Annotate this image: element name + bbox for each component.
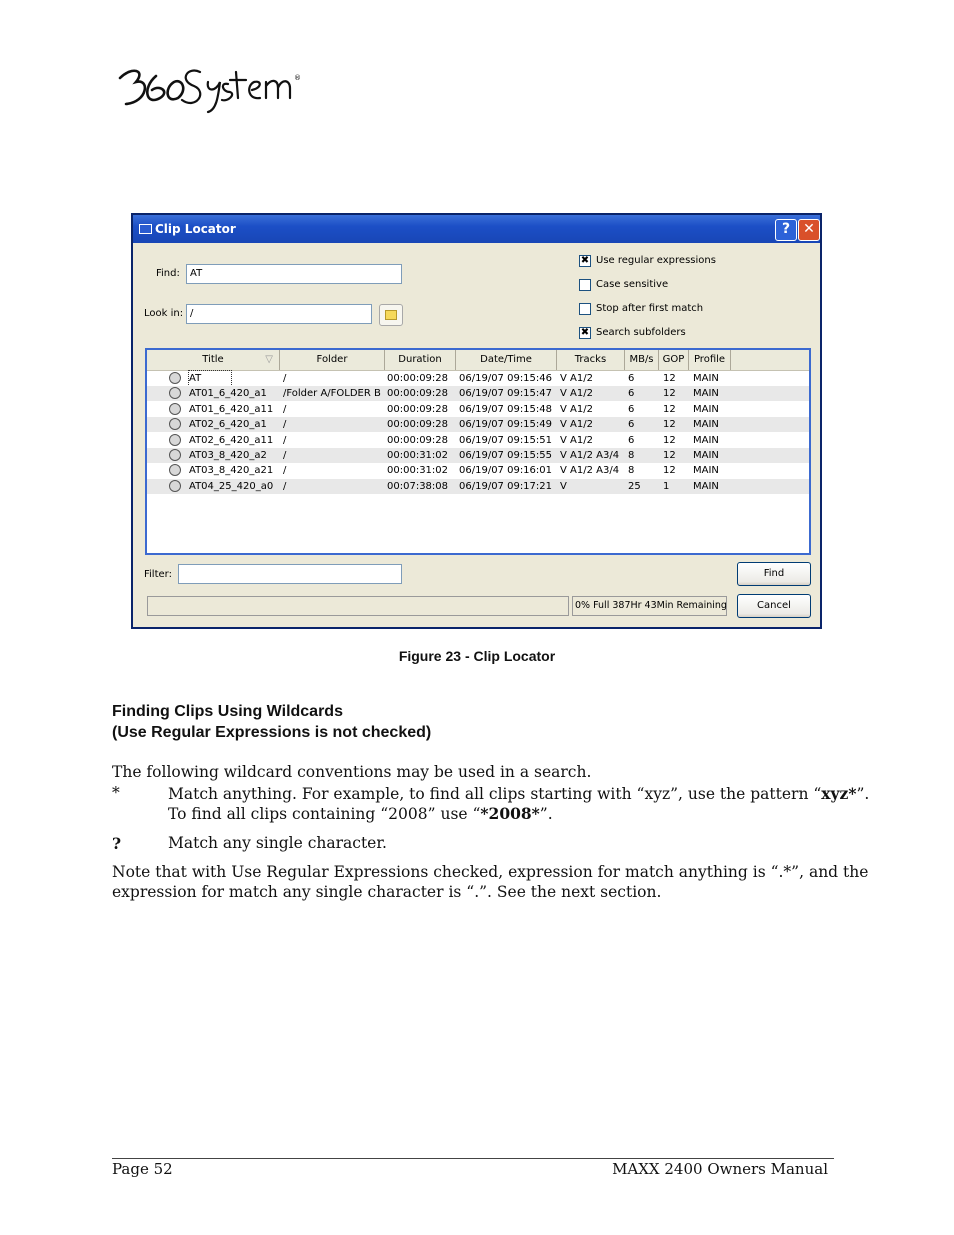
cell-profile: MAIN <box>693 480 719 492</box>
cell-title: AT03_8_420_a21 <box>189 465 274 477</box>
clip-icon <box>169 449 181 461</box>
clip-icon <box>169 464 181 476</box>
cell-datetime: 06/19/07 09:15:49 <box>459 419 553 431</box>
360-systems-logo <box>112 58 312 114</box>
clip-row[interactable] <box>147 371 809 386</box>
section-subheading: (Use Regular Expressions is not checked) <box>112 724 432 741</box>
cell-profile: MAIN <box>693 388 719 400</box>
footer-manual-title: MAXX 2400 Owners Manual <box>612 1160 828 1178</box>
cell-gop: 12 <box>663 419 676 431</box>
cell-datetime: 06/19/07 09:15:48 <box>459 403 553 415</box>
note-line-1: Note that with Use Regular Expressions checked, expression for match anything is “.*”, and the <box>112 863 869 881</box>
cell-tracks: V A1/2 A3/4 <box>560 450 620 461</box>
cell-folder: / <box>283 465 287 477</box>
clip-row[interactable] <box>147 479 809 494</box>
clip-row[interactable] <box>147 448 809 463</box>
column-header-row <box>147 350 809 371</box>
cell-gop: 12 <box>663 434 676 446</box>
footer-page-number: Page 52 <box>112 1160 173 1178</box>
footer-rule <box>112 1158 834 1159</box>
cell-title: AT04_25_420_a0 <box>189 480 274 492</box>
close-button[interactable]: ✕ <box>798 219 820 241</box>
wildcard-question-text: Match any single character. <box>168 834 387 852</box>
cell-datetime: 06/19/07 09:15:47 <box>459 388 553 400</box>
cell-folder: / <box>283 480 287 492</box>
clip-icon <box>169 434 181 446</box>
column-header-profile[interactable]: Profile <box>689 350 731 370</box>
cell-tracks: V A1/2 A3/4 <box>560 465 620 477</box>
section-heading: Finding Clips Using Wildcards <box>112 703 343 720</box>
find-input[interactable]: AT <box>186 264 402 284</box>
cell-mbs: 6 <box>628 403 635 415</box>
cell-tracks: V <box>560 480 567 492</box>
look-in-input[interactable]: / <box>186 304 372 324</box>
cell-title: AT01_6_420_a1 <box>189 388 267 400</box>
cell-gop: 12 <box>663 403 676 415</box>
find-label: Find: <box>156 268 180 279</box>
cell-folder: / <box>283 450 287 461</box>
cell-profile: MAIN <box>693 465 719 477</box>
checkbox-box[interactable]: ✖ <box>580 327 590 338</box>
cell-mbs: 6 <box>628 373 635 384</box>
window-icon <box>139 224 152 234</box>
cell-folder: /Folder A/FOLDER B <box>283 388 381 400</box>
checkbox-box[interactable]: ✖ <box>580 255 590 266</box>
clip-row[interactable] <box>147 402 809 417</box>
cell-duration: 00:00:09:28 <box>387 419 449 431</box>
checkbox-label: Search subfolders <box>596 327 686 338</box>
cell-title: AT01_6_420_a11 <box>189 403 274 415</box>
cell-tracks: V A1/2 <box>560 373 593 384</box>
browse-folder-button[interactable] <box>379 304 403 326</box>
column-header-gop[interactable]: GOP <box>659 350 689 370</box>
wildcard-star-line1: Match anything. For example, to find all clips starting with “xyz”, use the pattern “xyz*”. <box>168 784 870 803</box>
cell-mbs: 8 <box>628 465 635 477</box>
clip-icon <box>169 480 181 492</box>
clip-icon <box>169 372 181 384</box>
cell-gop: 12 <box>663 465 676 477</box>
cell-title: AT03_8_420_a2 <box>189 450 267 461</box>
cell-profile: MAIN <box>693 419 719 431</box>
cell-tracks: V A1/2 <box>560 434 593 446</box>
cell-datetime: 06/19/07 09:16:01 <box>459 465 553 477</box>
cell-tracks: V A1/2 <box>560 419 593 431</box>
sort-arrow-icon: ▽ <box>265 354 273 365</box>
clip-row[interactable] <box>147 463 809 478</box>
filter-label: Filter: <box>144 569 172 580</box>
clip-row[interactable] <box>147 433 809 448</box>
clip-icon <box>169 418 181 430</box>
column-header-duration[interactable]: Duration <box>385 350 456 370</box>
folder-icon <box>385 310 397 320</box>
title-bar <box>133 215 820 243</box>
cell-gop: 12 <box>663 388 676 400</box>
checkbox-label: Stop after first match <box>596 303 704 314</box>
cell-mbs: 6 <box>628 388 635 400</box>
wildcard-question-symbol: ? <box>112 834 122 853</box>
cell-mbs: 6 <box>628 434 635 446</box>
help-button[interactable]: ? <box>775 219 797 241</box>
cell-title: AT02_6_420_a11 <box>189 434 274 446</box>
clip-row[interactable] <box>147 417 809 432</box>
column-header-tracks[interactable]: Tracks <box>557 350 625 370</box>
cell-mbs: 8 <box>628 450 635 461</box>
wildcard-star-line2: To find all clips containing “2008” use “*2008*”. <box>168 804 553 823</box>
cell-duration: 00:00:31:02 <box>387 465 449 477</box>
window-title: Clip Locator <box>155 222 236 236</box>
cell-datetime: 06/19/07 09:15:55 <box>459 450 553 461</box>
cell-folder: / <box>283 403 287 415</box>
cell-profile: MAIN <box>693 450 719 461</box>
column-header-folder[interactable]: Folder <box>280 350 385 370</box>
look-in-label: Look in: <box>144 308 184 319</box>
checkbox-label: Case sensitive <box>596 279 669 290</box>
filter-input[interactable] <box>178 564 402 584</box>
cell-duration: 00:00:09:28 <box>387 403 449 415</box>
cell-tracks: V A1/2 <box>560 388 593 400</box>
storage-status: 0% Full 387Hr 43Min Remaining <box>572 596 727 616</box>
clip-locator-window <box>131 213 822 629</box>
checkbox-box[interactable] <box>579 279 591 291</box>
registered-mark: ® <box>294 74 301 82</box>
intro-paragraph: The following wildcard conventions may be used in a search. <box>112 763 592 781</box>
cell-gop: 12 <box>663 450 676 461</box>
cancel-button[interactable]: Cancel <box>737 594 811 618</box>
cell-folder: / <box>283 434 287 446</box>
cell-profile: MAIN <box>693 434 719 446</box>
column-header-mbs[interactable]: MB/s <box>625 350 659 370</box>
column-header-datetime[interactable]: Date/Time <box>456 350 557 370</box>
cell-title: AT <box>189 371 231 386</box>
clip-row[interactable] <box>147 386 809 401</box>
find-button[interactable]: Find <box>737 562 811 586</box>
column-header-title[interactable]: Title ▽ <box>147 350 280 370</box>
cell-datetime: 06/19/07 09:17:21 <box>459 480 553 492</box>
cell-gop: 1 <box>663 480 670 492</box>
results-list[interactable] <box>145 348 811 555</box>
cell-duration: 00:07:38:08 <box>387 480 449 492</box>
cell-folder: / <box>283 419 287 431</box>
cell-duration: 00:00:31:02 <box>387 450 449 461</box>
cell-duration: 00:00:09:28 <box>387 373 449 384</box>
cell-datetime: 06/19/07 09:15:46 <box>459 373 553 384</box>
cell-duration: 00:00:09:28 <box>387 388 449 400</box>
checkbox-label: Use regular expressions <box>596 255 716 266</box>
cell-gop: 12 <box>663 373 676 384</box>
cell-datetime: 06/19/07 09:15:51 <box>459 434 553 446</box>
wildcard-star-symbol: * <box>112 784 120 802</box>
cell-title: AT02_6_420_a1 <box>189 419 267 431</box>
cell-profile: MAIN <box>693 403 719 415</box>
progress-bar <box>147 596 569 616</box>
cell-folder: / <box>283 373 287 384</box>
clip-icon <box>169 387 181 399</box>
figure-caption: Figure 23 - Clip Locator <box>398 648 556 664</box>
clip-icon <box>169 403 181 415</box>
cell-tracks: V A1/2 <box>560 403 593 415</box>
cell-mbs: 25 <box>628 480 641 492</box>
cell-duration: 00:00:09:28 <box>387 434 449 446</box>
cell-profile: MAIN <box>693 373 719 384</box>
checkbox-box[interactable] <box>579 303 591 315</box>
note-line-2: expression for match any single character is “.”. See the next section. <box>112 883 662 901</box>
cell-mbs: 6 <box>628 419 635 431</box>
